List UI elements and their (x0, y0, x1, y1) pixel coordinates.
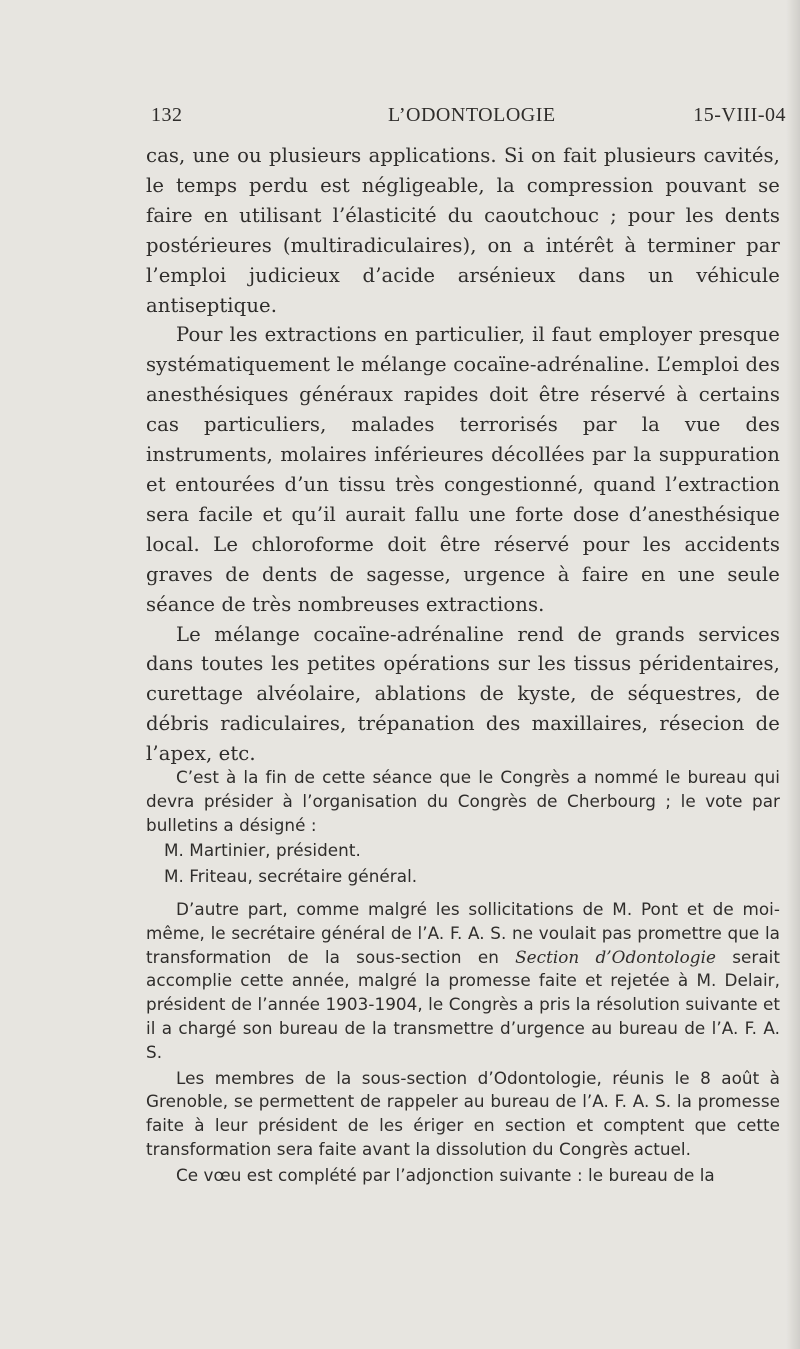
report-paragraph-2-end: serait accomplie cette année, malgré la promesse faite et rejetée à M. Delair, président de l’année 1903-1904, le Congrès a pris la résolution suivante et il a chargé son bureau de la transmettre d’urgence au bureau de l’A. F. A. S. (146, 946, 780, 1062)
elected-president: M. Martinier, président. (164, 840, 361, 861)
page-edge-shadow (786, 0, 800, 1349)
journal-title: L’ODONTOLOGIE (388, 104, 556, 126)
issue-date: 15-VIII-04 (693, 104, 786, 126)
report-paragraph-2-start: D’autre part, comme malgré les sollicitations de M. Pont et de moi-même, le secrétaire général de l’A. F. A. S. ne voulait pas promettre que la transformation de la sous-section en (146, 898, 780, 967)
running-header (151, 104, 786, 130)
report-paragraph-2 (146, 898, 780, 1065)
report-paragraph-3: Les membres de la sous-section d’Odontologie, réunis le 8 août à Grenoble, se permettent de rappeler au bureau de l’A. F. A. S. la promesse faite à leur président de les ériger en section et comptent que cette transformation sera faite avant la dissolution du Congrès actuel. (146, 1067, 780, 1159)
elected-secretary: M. Friteau, secrétaire général. (164, 866, 418, 887)
article-body (146, 141, 780, 769)
report-paragraph-1: C’est à la fin de cette séance que le Congrès a nommé le bureau qui devra présider à l’organisation du Congrès de Cherbourg ; le vote par bulletins a désigné : (146, 767, 780, 835)
report-paragraph-4: Ce vœu est complété par l’adjonction suivante : le bureau de la (176, 1164, 715, 1185)
article-paragraph-1: cas, une ou plusieurs applications. Si on fait plusieurs cavités, le temps perdu est négligeable, la compression pouvant se faire en utilisant l’élasticité du caoutchouc ; pour les dents postérieures (multiradiculaires), on a intérêt à terminer par l’emploi judicieux d’acide arsénieux dans un véhicule antiseptique. (146, 144, 780, 317)
section-name-italic: Section d’Odontologie (515, 946, 716, 967)
article-paragraph-2: Pour les extractions en particulier, il faut employer presque systématiquement le mélange cocaïne-adrénaline. L’emploi des anesthésiques généraux rapides doit être réservé à certains cas particuliers, malades terrorisés par la vue des instruments, molaires inférieures décollées par la suppuration et entourées d’un tissu très congestionné, quand l’extraction sera facile et qu’il aurait fallu une forte dose d’anesthésique local. Le chloroforme doit être réservé pour les accidents graves de dents de sagesse, urgence à faire en une seule séance de très nombreuses extractions. (146, 323, 780, 616)
page-number: 132 (151, 104, 183, 126)
article-paragraph-3: Le mélange cocaïne-adrénaline rend de grands services dans toutes les petites opérations sur les tissus péridentaires, curettage alvéolaire, ablations de kyste, de séquestres, de débris radiculaires, trépanation des maxillaires, résecion de l’apex, etc. (146, 622, 780, 766)
congress-report (146, 766, 780, 1190)
